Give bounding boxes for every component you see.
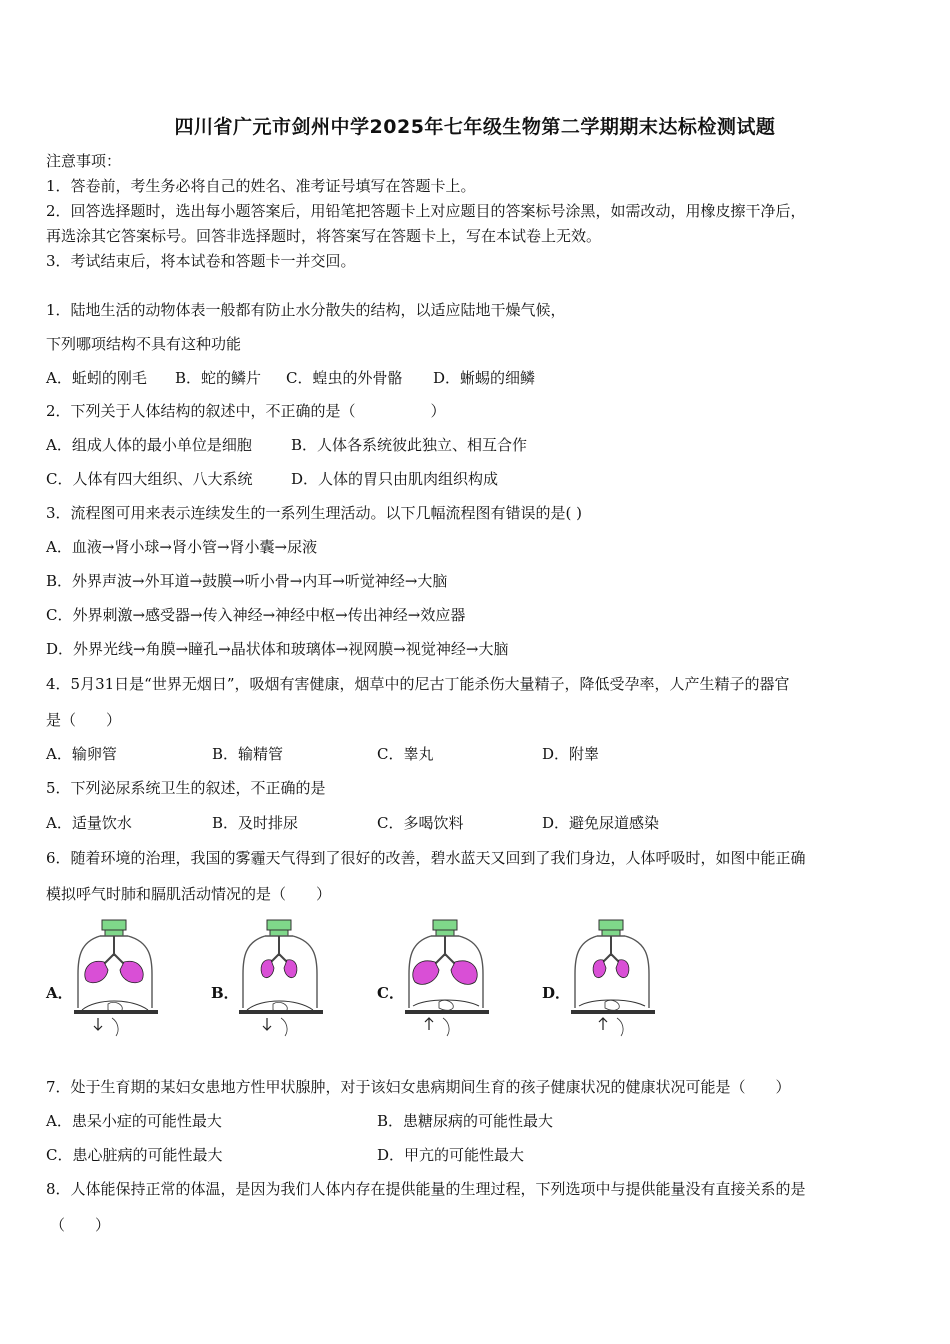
question-5-stem: 5．下列泌尿系统卫生的叙述，不正确的是 <box>46 779 326 797</box>
question-8-stem: 8．人体能保持正常的体温，是因为我们人体内存在提供能量的生理过程，下列选项中与提供能量没有直接关系的是 <box>46 1180 806 1198</box>
q2-option-c: C．人体有四大组织、八大系统 <box>46 470 253 488</box>
q7-option-c: C．患心脏病的可能性最大 <box>46 1146 223 1164</box>
q4-option-d: D．附睾 <box>542 745 600 763</box>
q7-option-a: A．患呆小症的可能性最大 <box>46 1112 222 1130</box>
bell-jar-diagram-a <box>72 918 164 1042</box>
notice-item: 3．考试结束后，将本试卷和答题卡一并交回。 <box>46 252 356 270</box>
notice-item: 再选涂其它答案标号。回答非选择题时，将答案写在答题卡上，写在本试卷上无效。 <box>46 227 602 245</box>
q3-option-c: C．外界刺激→感受器→传入神经→神经中枢→传出神经→效应器 <box>46 606 466 624</box>
q7-option-b: B．患糖尿病的可能性最大 <box>377 1112 554 1130</box>
bell-jar-diagram-d <box>569 918 661 1042</box>
question-1-stem: 1．陆地生活的动物体表一般都有防止水分散失的结构，以适应陆地干燥气候， <box>46 301 566 319</box>
question-6-stem-cont: 模拟呼气时肺和膈肌活动情况的是（ ） <box>46 885 332 903</box>
q1-option-c: C．蝗虫的外骨骼 <box>286 369 403 387</box>
q6-option-b: B． <box>211 984 239 1002</box>
q2-option-d: D．人体的胃只由肌肉组织构成 <box>291 470 499 488</box>
notice-item: 1．答卷前，考生务必将自己的姓名、准考证号填写在答题卡上。 <box>46 177 476 195</box>
question-4-stem-cont: 是（ ） <box>46 711 122 729</box>
q3-option-b: B．外界声波→外耳道→鼓膜→听小骨→内耳→听觉神经→大脑 <box>46 572 448 590</box>
notice-item: 2．回答选择题时，选出每小题答案后，用铅笔把答题卡上对应题目的答案标号涂黑，如需改动，用橡皮擦干净后， <box>46 202 806 220</box>
bell-jar-diagram-c <box>403 918 495 1042</box>
q5-option-d: D．避免尿道感染 <box>542 814 660 832</box>
q2-option-b: B．人体各系统彼此独立、相互合作 <box>291 436 528 454</box>
q2-option-a: A．组成人体的最小单位是细胞 <box>46 436 252 454</box>
question-1-stem-cont: 下列哪项结构不具有这种功能 <box>46 335 242 353</box>
q3-option-a: A．血液→肾小球→肾小管→肾小囊→尿液 <box>46 538 318 556</box>
q4-option-c: C．睾丸 <box>377 745 434 763</box>
q1-option-a: A．蚯蚓的刚毛 <box>46 369 147 387</box>
q1-option-b: B．蛇的鳞片 <box>175 369 262 387</box>
question-7-stem: 7．处于生育期的某妇女患地方性甲状腺肿，对于该妇女患病期间生育的孩子健康状况的健康状况可能是（ ） <box>46 1078 791 1096</box>
page-title: 四川省广元市剑州中学2025年七年级生物第二学期期末达标检测试题 <box>174 116 776 138</box>
question-2-stem: 2．下列关于人体结构的叙述中，不正确的是（ ） <box>46 402 446 420</box>
q4-option-b: B．输精管 <box>212 745 284 763</box>
q6-option-c: C． <box>377 984 404 1002</box>
notice-heading: 注意事项： <box>46 152 122 170</box>
q6-option-a: A． <box>46 984 73 1002</box>
question-8-stem-cont: （ ） <box>50 1216 111 1234</box>
q5-option-c: C．多喝饮料 <box>377 814 464 832</box>
q7-option-d: D．甲亢的可能性最大 <box>377 1146 525 1164</box>
q5-option-b: B．及时排尿 <box>212 814 299 832</box>
question-6-stem: 6．随着环境的治理，我国的雾霾天气得到了很好的改善，碧水蓝天又回到了我们身边，人体呼吸时，如图中能正确 <box>46 849 806 867</box>
bell-jar-diagram-b <box>237 918 329 1042</box>
question-3-stem: 3．流程图可用来表示连续发生的一系列生理活动。以下几幅流程图有错误的是( ) <box>46 504 583 522</box>
q6-option-d: D． <box>542 984 571 1002</box>
q5-option-a: A．适量饮水 <box>46 814 132 832</box>
question-4-stem: 4．5月31日是“世界无烟日”，吸烟有害健康，烟草中的尼古丁能杀伤大量精子，降低受孕率，人产生精子的器官 <box>46 675 790 693</box>
q1-option-d: D．蜥蜴的细鳞 <box>433 369 536 387</box>
q3-option-d: D．外界光线→角膜→瞳孔→晶状体和玻璃体→视网膜→视觉神经→大脑 <box>46 640 509 658</box>
q4-option-a: A．输卵管 <box>46 745 117 763</box>
